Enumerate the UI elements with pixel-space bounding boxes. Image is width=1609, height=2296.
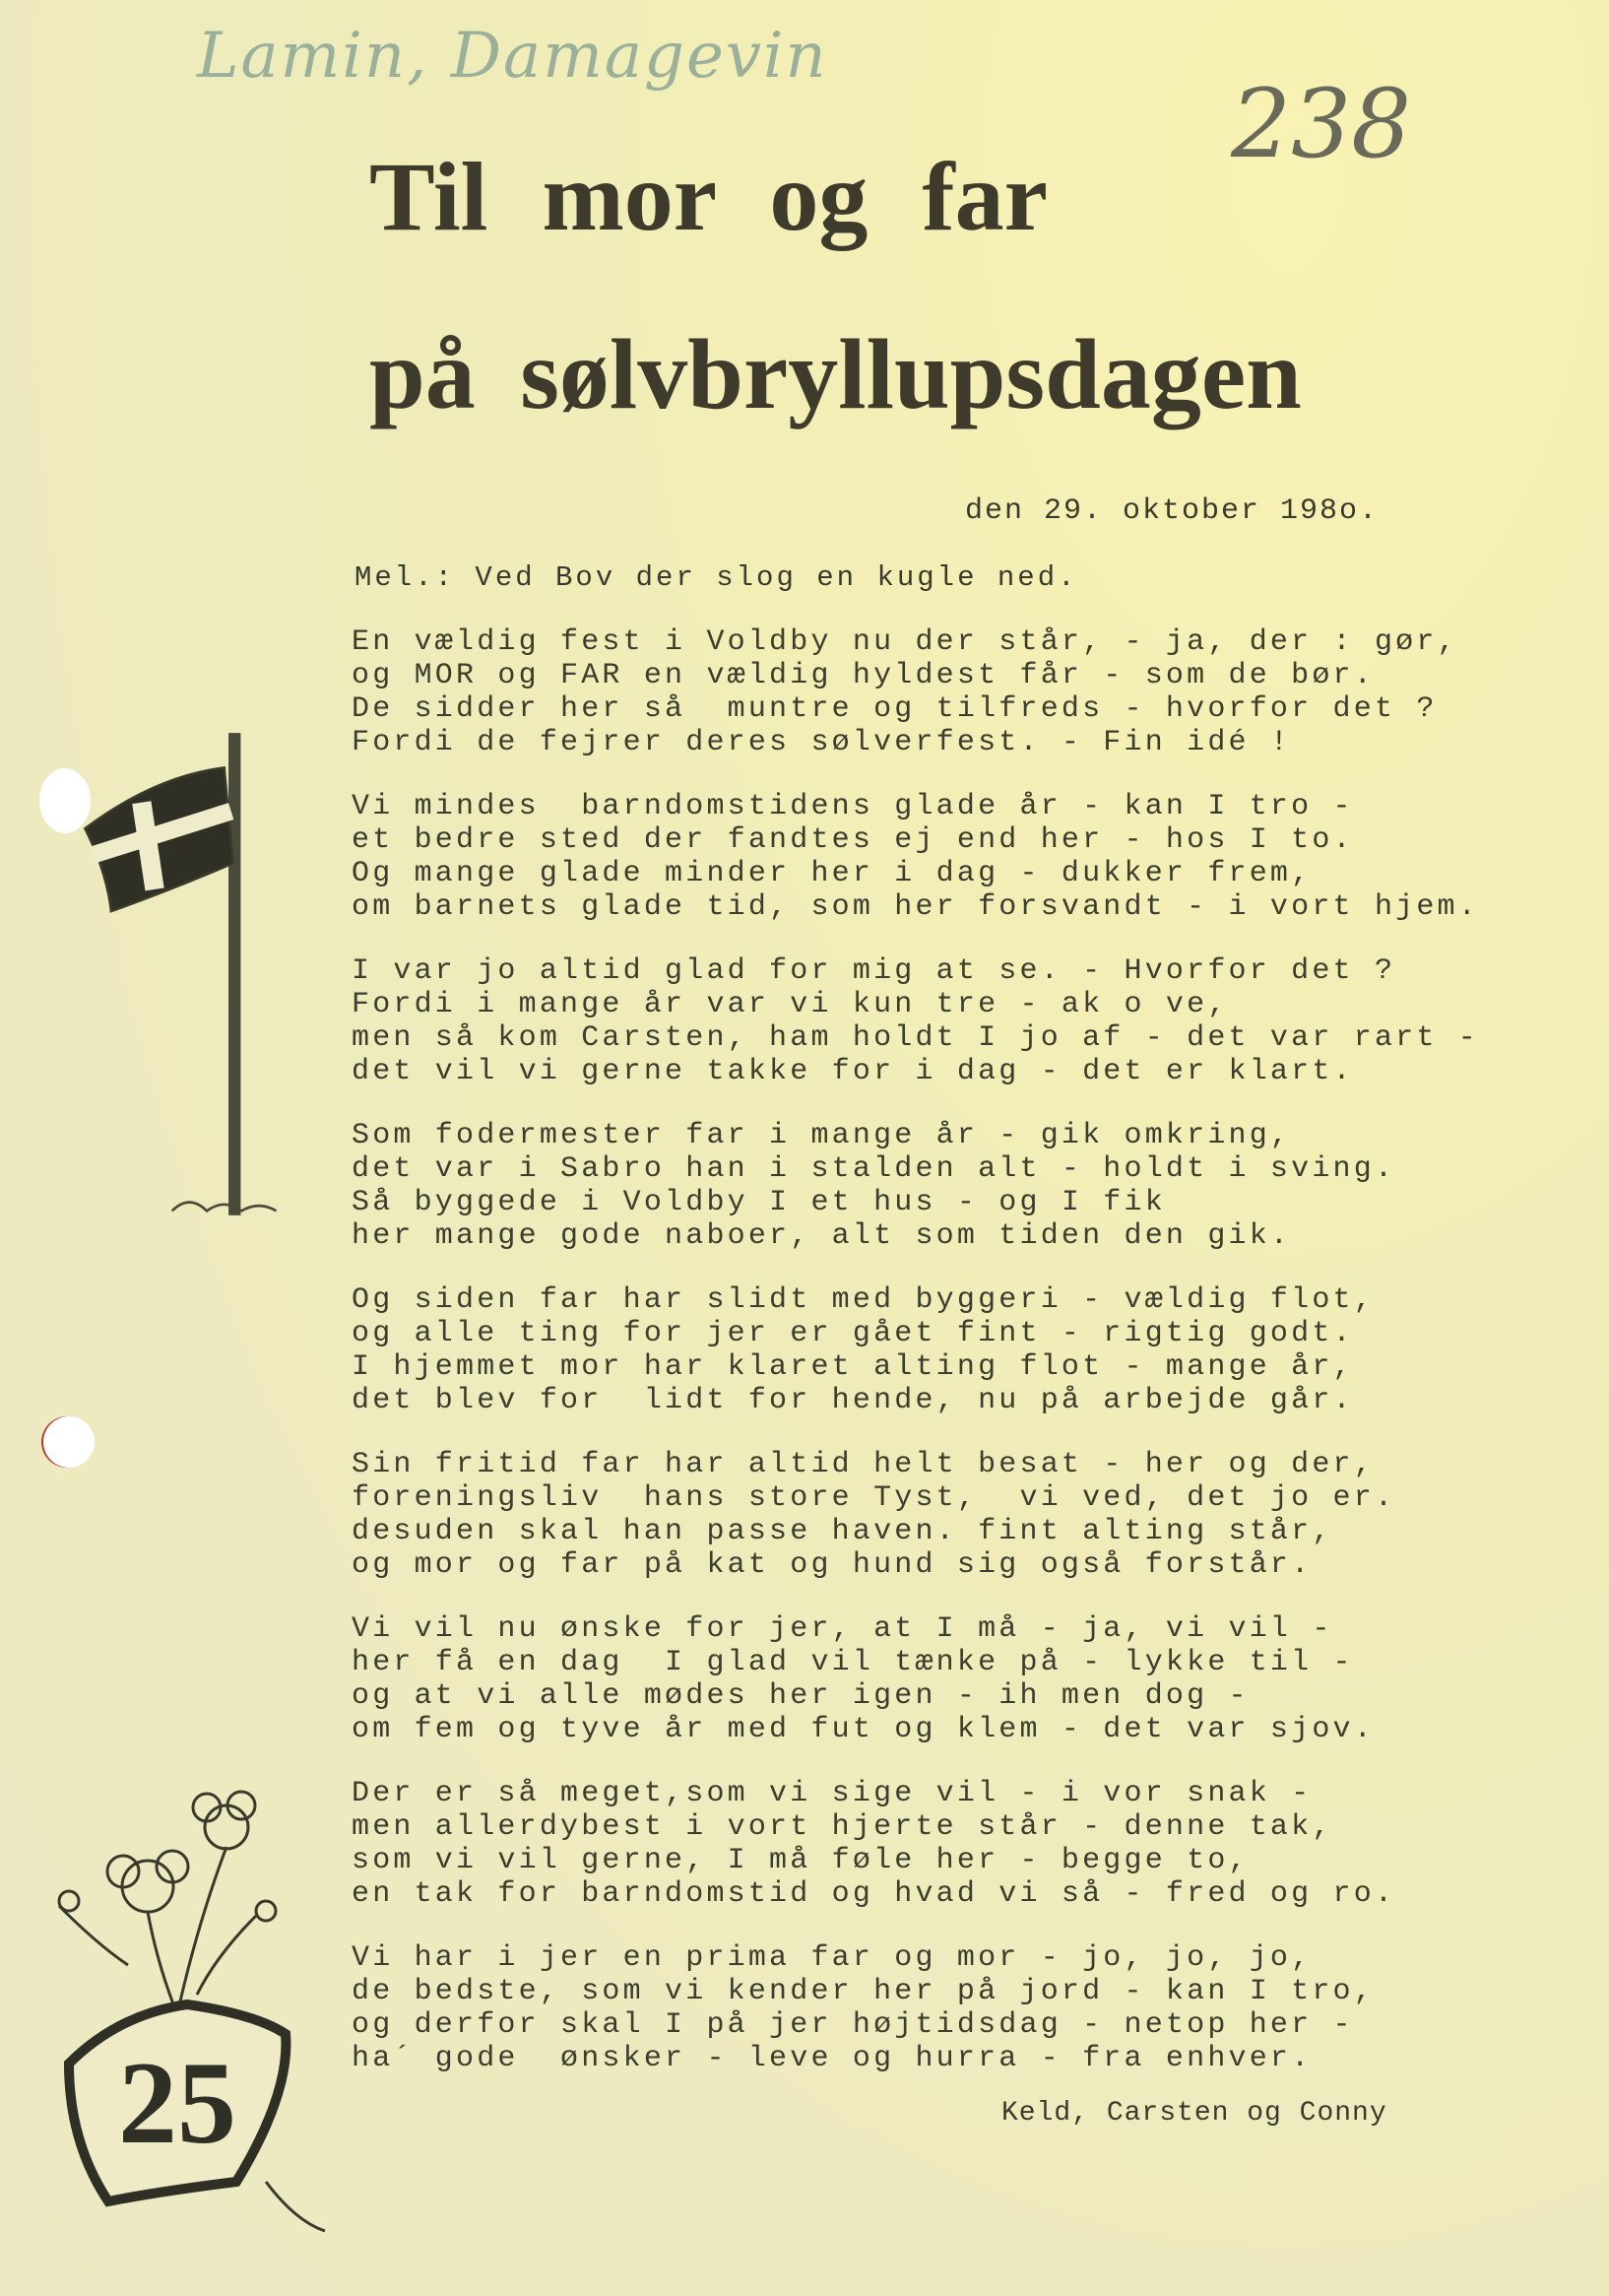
- verse-line: om fem og tyve år med fut og klem - det var sjov.: [352, 1713, 1375, 1746]
- verse: [352, 790, 1479, 924]
- verse-line: et bedre sted der fandtes ej end her - hos I to.: [352, 823, 1354, 857]
- handwritten-note: Lamin, Damagevin: [197, 20, 828, 93]
- verse: [352, 954, 1479, 1088]
- verse-line: Fordi i mange år var vi kun tre - ak o ve,: [352, 988, 1229, 1021]
- poem: [352, 625, 1479, 2106]
- verse-line: Vi har i jer en prima far og mor - jo, jo, jo,: [352, 1941, 1313, 1975]
- date: den 29. oktober 198o.: [965, 494, 1380, 528]
- melody-note: Mel.: Ved Bov der slog en kugle ned.: [354, 561, 1078, 594]
- verse-line: om barnets glade tid, som her forsvandt - i vort hjem.: [352, 890, 1479, 924]
- flower-emblem-icon: [39, 1768, 335, 2261]
- verse-line: I hjemmet mor har klaret alting flot - mange år,: [352, 1350, 1354, 1384]
- verse-line: her mange gode naboer, alt som tiden den gik.: [352, 1219, 1292, 1253]
- verse-line: Vi mindes barndomstidens glade år - kan I tro -: [352, 790, 1354, 823]
- verse: [352, 1119, 1479, 1253]
- verse-line: men så kom Carsten, ham holdt I jo af - det var rart -: [352, 1021, 1479, 1055]
- verse-line: men allerdybest i vort hjerte står - denne tak,: [352, 1810, 1333, 1844]
- title-line-2: på sølvbryllupsdagen: [369, 319, 1302, 430]
- title-line-1: Til mor og far: [369, 142, 1049, 251]
- verse-line: det vil vi gerne takke for i dag - det er klart.: [352, 1055, 1354, 1088]
- verse-line: desuden skal han passe haven. fint alting står,: [352, 1515, 1333, 1548]
- verse-line: ha´ gode ønsker - leve og hurra - fra enhver.: [352, 2042, 1313, 2075]
- verse-line: Der er så meget,som vi sige vil - i vor snak -: [352, 1777, 1313, 1810]
- verse-line: det var i Sabro han i stalden alt - holdt i sving.: [352, 1152, 1396, 1186]
- verse: [352, 625, 1479, 759]
- emblem-number: 25: [118, 2037, 236, 2168]
- verse-line: En vældig fest i Voldby nu der står, - ja, der : gør,: [352, 625, 1458, 659]
- verse-line: og mor og far på kat og hund sig også forstår.: [352, 1548, 1313, 1582]
- verse: [352, 1283, 1479, 1417]
- verse-line: og MOR og FAR en vældig hyldest får - som de bør.: [352, 659, 1375, 692]
- verse-line: og derfor skal I på jer højtidsdag - netop her -: [352, 2008, 1354, 2042]
- punch-hole-bottom: [43, 1416, 95, 1468]
- verse: [352, 1941, 1479, 2075]
- verse-line: og alle ting for jer er gået fint - rigtig godt.: [352, 1317, 1354, 1350]
- verse: [352, 1448, 1479, 1582]
- verse-line: foreningsliv hans store Tyst, vi ved, det jo er.: [352, 1481, 1396, 1515]
- verse-line: Og mange glade minder her i dag - dukker frem,: [352, 857, 1313, 890]
- verse-line: som vi vil gerne, I må føle her - begge to,: [352, 1844, 1250, 1877]
- verse-line: Som fodermester far i mange år - gik omkring,: [352, 1119, 1292, 1152]
- verse: [352, 1777, 1479, 1911]
- verse-line: de bedste, som vi kender her på jord - kan I tro,: [352, 1975, 1375, 2008]
- verse-line: Fordi de fejrer deres sølverfest. - Fin idé !: [352, 726, 1292, 759]
- page-number: 238: [1231, 69, 1412, 179]
- verse-line: og at vi alle mødes her igen - ih men dog -: [352, 1679, 1250, 1713]
- verse-line: Vi vil nu ønske for jer, at I må - ja, vi vil -: [352, 1612, 1333, 1646]
- verse: [352, 1612, 1479, 1746]
- flag-icon: [59, 689, 354, 1280]
- verse-line: det blev for lidt for hende, nu på arbejde går.: [352, 1384, 1354, 1417]
- verse-line: Så byggede i Voldby I et hus - og I fik: [352, 1186, 1166, 1219]
- signature: Keld, Carsten og Conny: [1001, 2098, 1387, 2129]
- verse-line: her få en dag I glad vil tænke på - lykke til -: [352, 1646, 1354, 1679]
- verse-line: Og siden far har slidt med byggeri - vældig flot,: [352, 1283, 1375, 1317]
- verse-line: Sin fritid far har altid helt besat - her og der,: [352, 1448, 1375, 1481]
- verse-line: en tak for barndomstid og hvad vi så - fred og ro.: [352, 1877, 1396, 1911]
- verse-line: I var jo altid glad for mig at se. - Hvorfor det ?: [352, 954, 1396, 988]
- verse-line: De sidder her så muntre og tilfreds - hvorfor det ?: [352, 692, 1438, 726]
